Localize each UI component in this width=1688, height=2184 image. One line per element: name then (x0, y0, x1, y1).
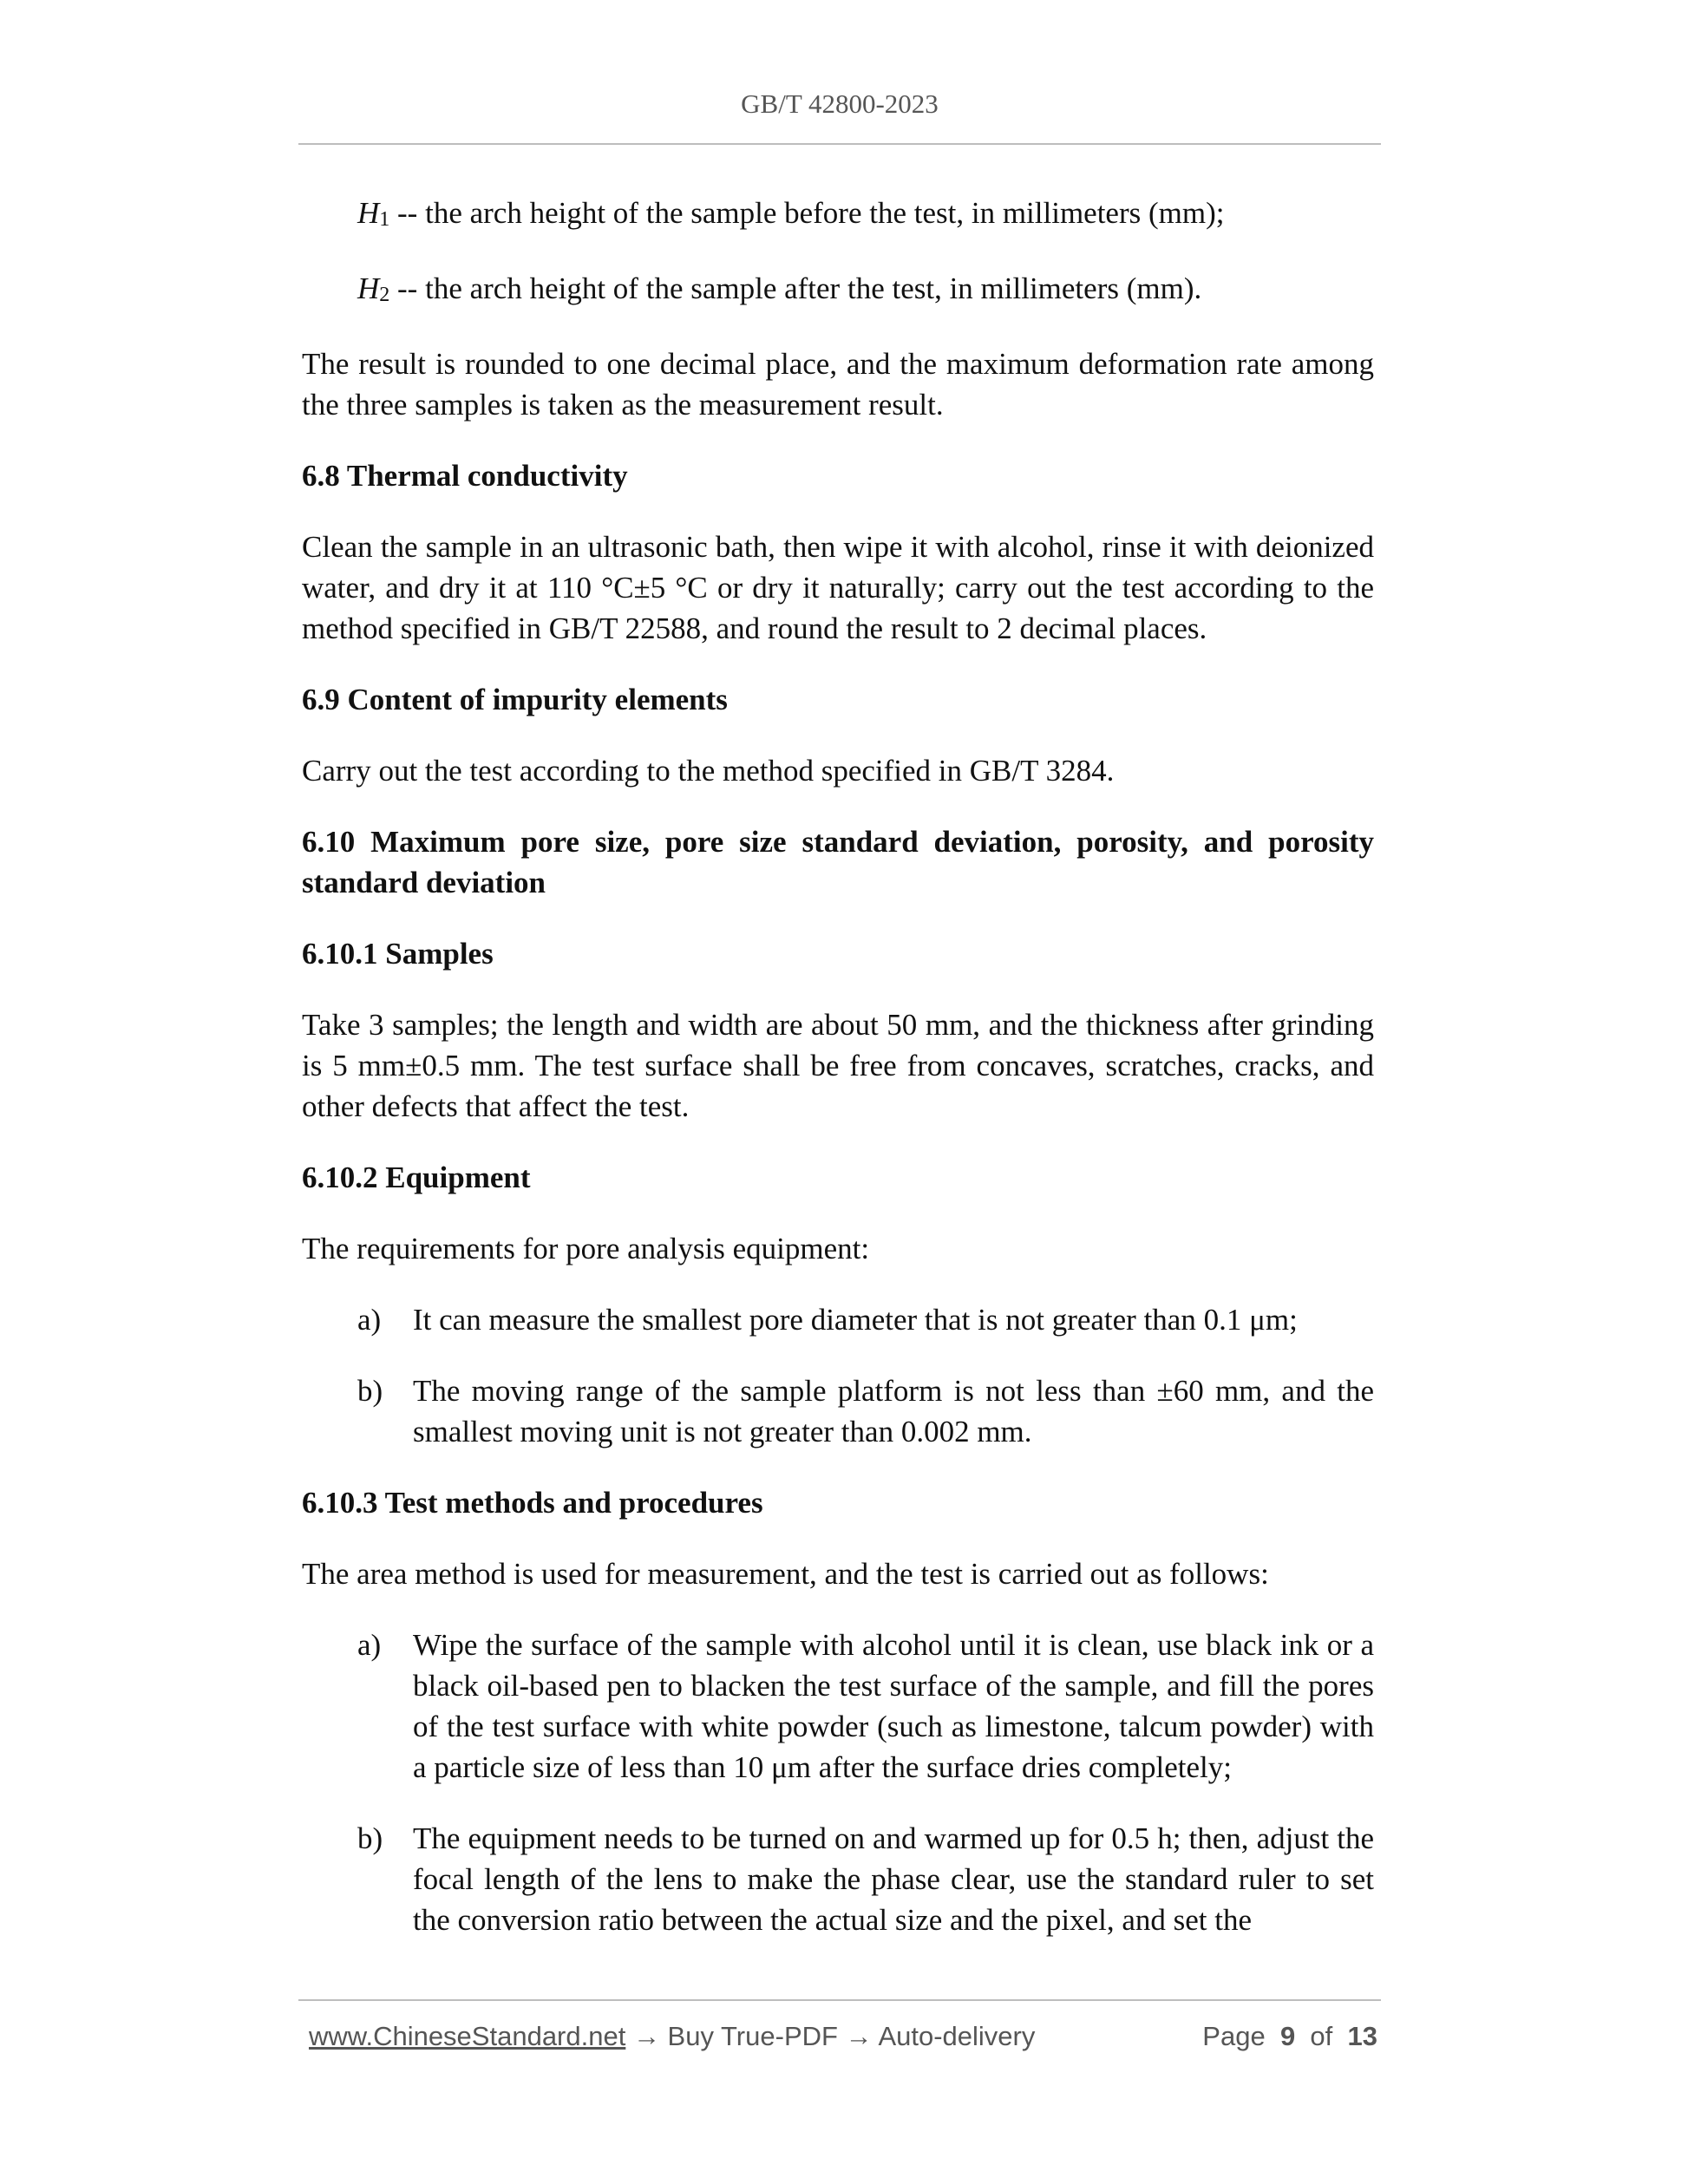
section-intro-6-10-3: The area method is used for measurement, and the test is carried out as follows: (302, 1557, 1269, 1591)
list-marker: b) (357, 1374, 383, 1408)
section-intro-6-10-2: The requirements for pore analysis equipment: (302, 1232, 870, 1265)
list-marker: a) (357, 1628, 382, 1662)
section-text-6-10-1: Take 3 samples; the length and width are about 50 mm, and the thickness after grinding is 5 mm±0.5 mm. The test surface shall be free from concaves, scratches, cracks, and other defects that affect the test. (302, 1008, 1374, 1123)
section-heading-6-9: 6.9 Content of impurity elements (302, 683, 728, 716)
list-item (302, 1818, 1374, 1940)
page-indicator (1202, 2021, 1377, 2052)
footer-promo (309, 2021, 1035, 2052)
header-divider (298, 143, 1381, 145)
of-word: of (1310, 2021, 1333, 2051)
list-marker: b) (357, 1821, 383, 1855)
list-item (302, 1625, 1374, 1788)
page-body (302, 193, 1374, 1971)
page-number: 9 (1279, 2021, 1296, 2051)
list-item (302, 1299, 1374, 1340)
section-text-6-8: Clean the sample in an ultrasonic bath, then wipe it with alcohol, rinse it with deionized water, and dry it at 110 °C±5 °C or dry it naturally; carry out the test according to the method specified in GB/T 22588, and round the result to 2 decimal places. (302, 530, 1374, 645)
subscript: 1 (379, 208, 390, 231)
list-item (302, 1370, 1374, 1452)
result-paragraph: The result is rounded to one decimal place, and the maximum deformation rate among the three samples is taken as the measurement result. (302, 347, 1374, 422)
section-text-6-9: Carry out the test according to the method specified in GB/T 3284. (302, 754, 1115, 788)
symbol: H (357, 271, 380, 305)
list-item-text: The moving range of the sample platform is not less than ±60 mm, and the smallest moving unit is not greater than 0.002 mm. (413, 1374, 1374, 1448)
page-footer (309, 2021, 1377, 2052)
page-header: GB/T 42800-2023 (741, 88, 939, 119)
subscript: 2 (379, 284, 390, 306)
site-link[interactable]: www.ChineseStandard.net (309, 2021, 626, 2051)
page-total: 13 (1347, 2021, 1377, 2051)
definition-h1 (302, 193, 1374, 238)
section-heading-6-8: 6.8 Thermal conductivity (302, 459, 628, 493)
section-heading-6-10: 6.10 Maximum pore size, pore size standard deviation, porosity, and porosity standard deviation (302, 825, 1374, 899)
section-heading-6-10-1: 6.10.1 Samples (302, 937, 494, 971)
list-marker: a) (357, 1303, 382, 1337)
section-heading-6-10-2: 6.10.2 Equipment (302, 1161, 531, 1194)
list-item-text: The equipment needs to be turned on and warmed up for 0.5 h; then, adjust the focal length of the lens to make the phase clear, use the standard ruler to set the conversion ratio between the actual size and the pixel, and set the (413, 1821, 1374, 1937)
definition-text: -- the arch height of the sample after the test, in millimeters (mm). (389, 271, 1202, 305)
page-word: Page (1202, 2021, 1266, 2051)
definition-h2 (302, 268, 1374, 313)
symbol: H (357, 196, 380, 230)
footer-tagline: → Buy True-PDF → Auto-delivery (625, 2021, 1036, 2051)
footer-divider (298, 1999, 1381, 2001)
definition-text: -- the arch height of the sample before the test, in millimeters (mm); (389, 196, 1225, 230)
list-item-text: Wipe the surface of the sample with alcohol until it is clean, use black ink or a black oil-based pen to blacken the test surface of the sample, and fill the pores of the test surface with white powder (such as limestone, talcum powder) with a particle size of less than 10 μm after the surface dries completely; (413, 1628, 1374, 1784)
section-heading-6-10-3: 6.10.3 Test methods and procedures (302, 1486, 763, 1520)
list-item-text: It can measure the smallest pore diameter that is not greater than 0.1 μm; (413, 1303, 1298, 1337)
